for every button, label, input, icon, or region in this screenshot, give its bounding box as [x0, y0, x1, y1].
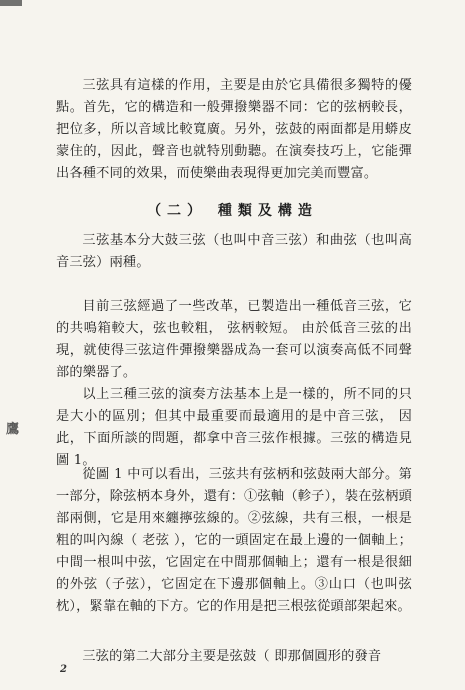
- paragraph-advantages: [56, 75, 412, 185]
- page-number: 2: [60, 664, 67, 675]
- scan-corner-mark: [0, 0, 22, 6]
- margin-mark: 鷹: [6, 422, 20, 437]
- section-heading: （二） 種類及構造: [147, 203, 318, 219]
- paragraph-text: 三弦基本分大鼓三弦（也叫中音三弦）和曲弦（也叫高音三弦）兩種。: [56, 233, 412, 270]
- paragraph-text: 三弦具有這樣的作用，主要是由於它具備很多獨特的優點。首先，它的構造和一般彈撥樂器不同：它的弦柄較長，把位多，所以音域比較寬廣。另外，弦鼓的兩面都是用蟒皮蒙住的，因此，聲音也就特別動聽。在演奏技巧上，它能彈出各種不同的效果，而使樂曲表現得更加完美而豐富。: [56, 78, 412, 181]
- paragraph-reform: [56, 296, 412, 384]
- paragraph-text: 目前三弦經過了一些改革，已製造出一種低音三弦，它的共鳴箱較大，弦也較粗， 弦柄較短。 由於低音三弦的出現，就使得三弦這件彈撥樂器成為一套可以演奏高低不同聲部的樂器了。: [56, 299, 412, 380]
- paragraph-types: [56, 230, 412, 274]
- paragraph-text: 以上三種三弦的演奏方法基本上是一樣的，所不同的只是大小的區別；但其中最重要而最適用的是中音三弦， 因此，下面所談的問題，都拿中音三弦作根據。三弦的構造見圖 1。: [56, 387, 412, 468]
- paragraph-playing-method: [56, 384, 412, 472]
- paragraph-text: 從圖 1 中可以看出，三弦共有弦柄和弦鼓兩大部分。第一部分，除弦柄本身外，還有：①弦軸（軫子），裝在弦柄頭部兩側，它是用來纏擰弦線的。②弦線，共有三根，一根是粗的叫內線（ 老弦 ），它的一頭固定在最上邊的一個軸上；中間一根叫中弦，它固定在中間那個軸上；還有一根是很細的外弦（子弦），它固定在下邊那個軸上。③山口（也叫弦枕），緊靠在軸的下方。它的作用是把三根弦從頭部架起來。: [56, 467, 412, 614]
- paragraph-structure: [56, 464, 412, 618]
- paragraph-drum: [56, 646, 412, 668]
- paragraph-text: 三弦的第二大部分主要是弦鼓（ 即那個圓形的發音: [82, 649, 382, 664]
